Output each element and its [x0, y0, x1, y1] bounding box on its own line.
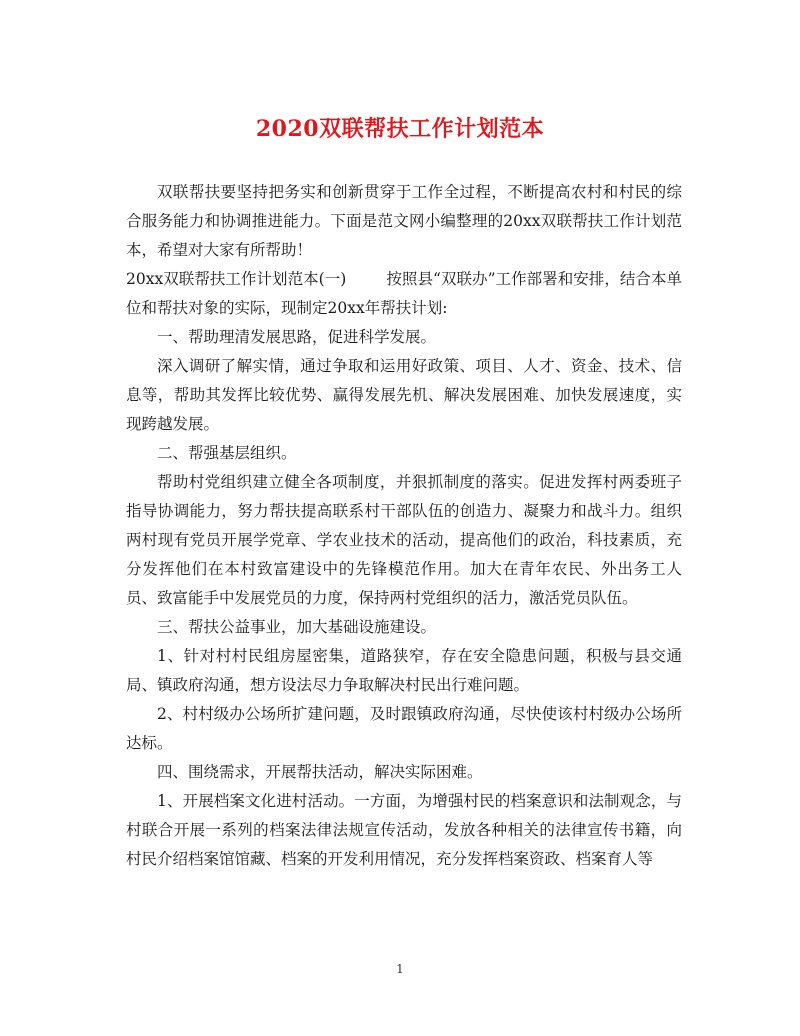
section-heading-1: 一、帮助理清发展思路，促进科学发展。: [157, 328, 437, 346]
plan-heading-line: [126, 265, 682, 323]
document-title: 2020双联帮扶工作计划范本: [255, 116, 545, 142]
page-number: 1: [396, 962, 404, 976]
body-paragraph: 帮助村党组织建立健全各项制度，并狠抓制度的落实。促进发挥村两委班子指导协调能力，努力帮扶提高联系村干部队伍的创造力、凝聚力和战斗力。组织两村现有党员开展学党章、学农业技术的活动，提高他们的政治，科技素质，充分发挥他们在本村致富建设中的先锋模范作用。加大在青年农民、外出务工人员、致富能手中发展党员的力度，保持两村党组织的活力，激活党员队伍。: [126, 473, 682, 607]
section-heading-2: 二、帮强基层组织。: [157, 444, 297, 462]
section-heading-4: 四、围绕需求，开展帮扶活动，解决实际困难。: [157, 763, 483, 781]
body-paragraph: 2、村村级办公场所扩建问题，及时跟镇政府沟通，尽快使该村村级办公场所达标。: [126, 705, 682, 752]
body-paragraph: 1、针对村村民组房屋密集，道路狭窄，存在安全隐患问题，积极与县交通局、镇政府沟通，想方设法尽力争取解决村民出行难问题。: [126, 647, 682, 694]
plan-heading: 20xx双联帮扶工作计划范本(一): [126, 270, 347, 288]
plan-intro: 按照县“双联办”工作部署和安排，结合本单位和帮扶对象的实际，现制定20xx年帮扶计划:: [126, 270, 682, 317]
body-paragraph: 深入调研了解实情，通过争取和运用好政策、项目、人才、资金、技术、信息等，帮助其发挥比较优势、赢得发展先机、解决发展困难、加快发展速度，实现跨越发展。: [126, 357, 682, 433]
body-paragraph: 1、开展档案文化进村活动。一方面，为增强村民的档案意识和法制观念，与村联合开展一系列的档案法律法规宣传活动，发放各种相关的法律宣传书籍，向村民介绍档案馆馆藏、档案的开发利用情况，充分发挥档案资政、档案育人等: [126, 792, 682, 868]
document-body: [126, 178, 682, 874]
intro-paragraph: 双联帮扶要坚持把务实和创新贯穿于工作全过程，不断提高农村和村民的综合服务能力和协调推进能力。下面是范文网小编整理的20xx双联帮扶工作计划范本，希望对大家有所帮助！: [126, 183, 682, 259]
section-heading-3: 三、帮扶公益事业，加大基础设施建设。: [157, 618, 437, 636]
